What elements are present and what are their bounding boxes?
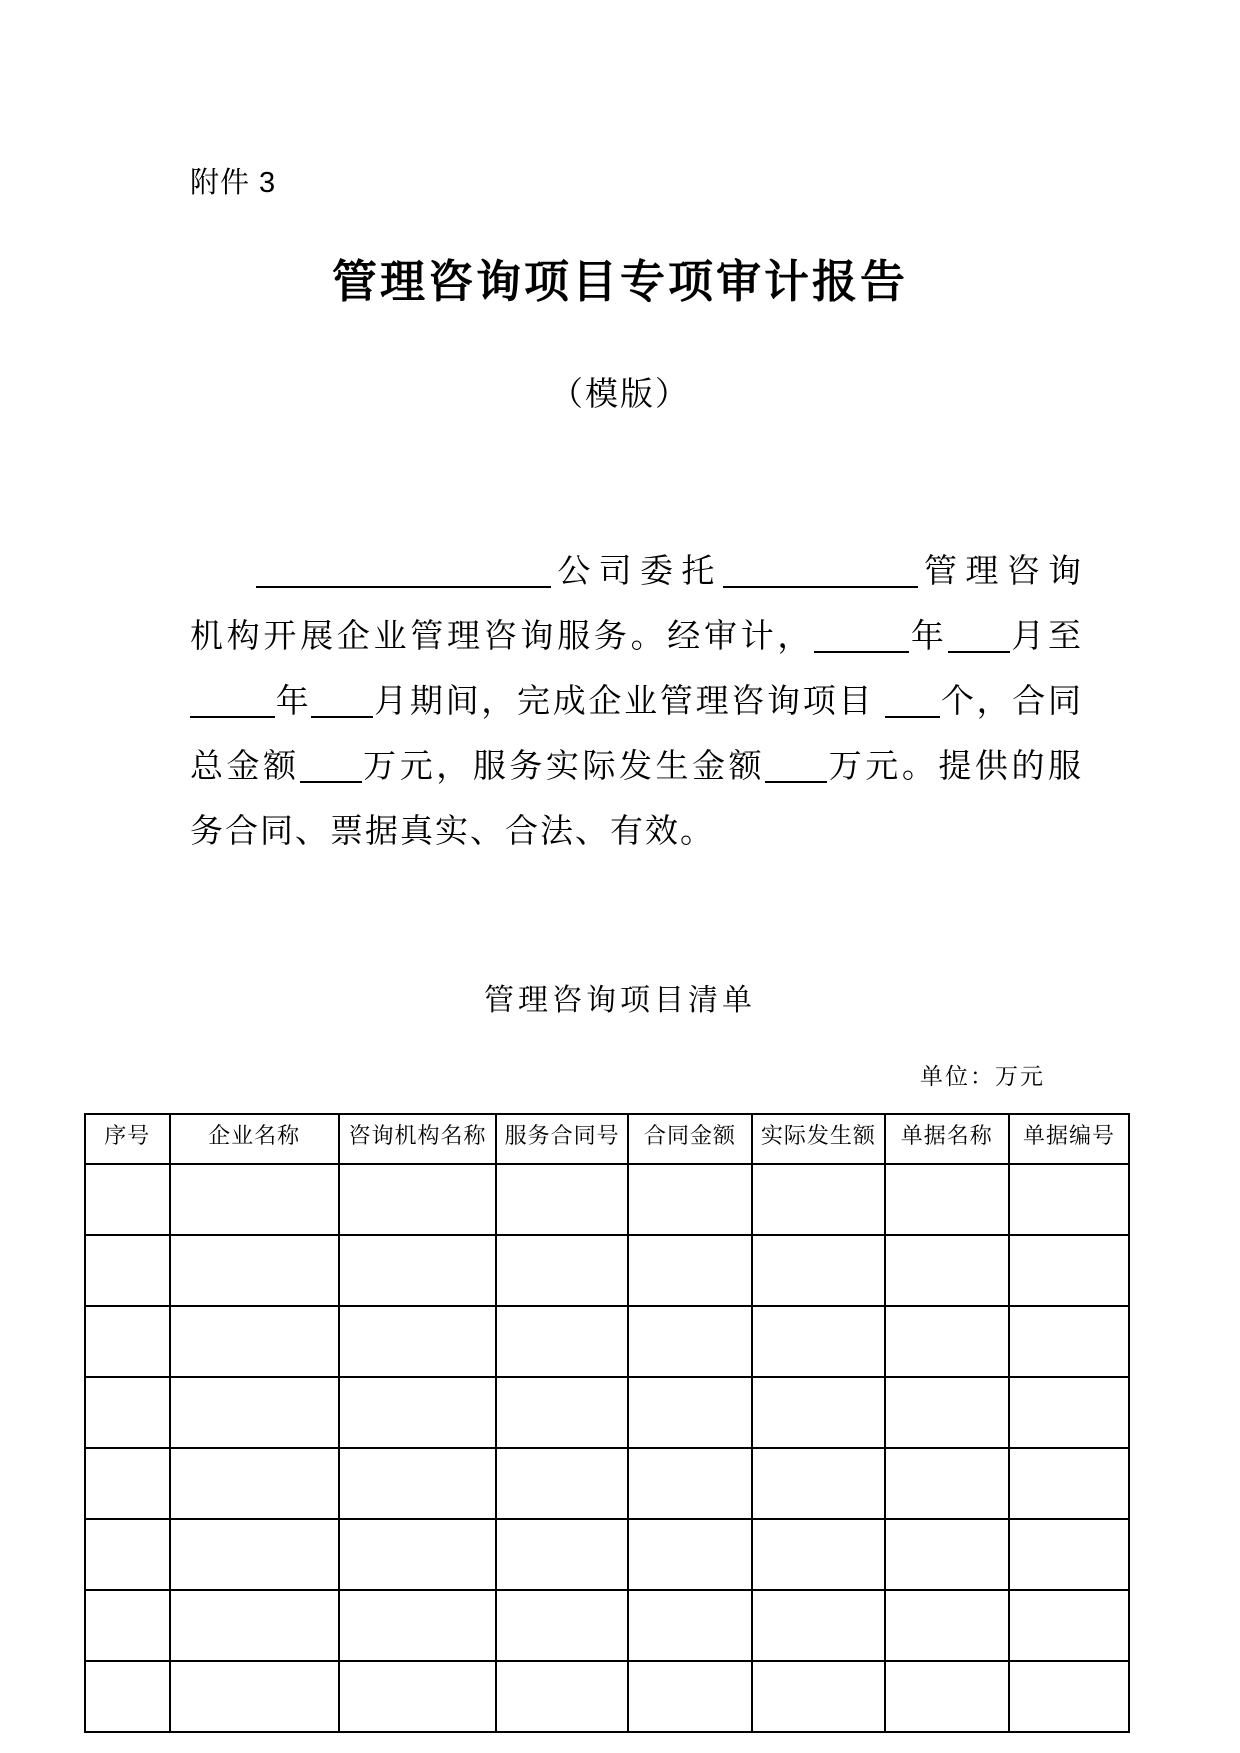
table-cell [752,1306,885,1377]
paragraph-text: 年 [909,619,948,655]
table-row [85,1519,1129,1590]
table-cell [339,1519,497,1590]
table-cell [85,1235,170,1306]
table-cell [170,1235,339,1306]
table-row [85,1661,1129,1732]
table-header-cell: 合同金额 [628,1114,752,1164]
template-subtitle: （模版） [550,377,690,413]
table-cell [85,1448,170,1519]
table-cell [170,1164,339,1235]
table-cell [85,1377,170,1448]
table-cell [885,1235,1009,1306]
table-cell [1009,1164,1129,1235]
table-cell [1009,1306,1129,1377]
blank-underline [765,773,827,783]
paragraph-line [190,735,1083,800]
table-cell [628,1164,752,1235]
table-cell [885,1164,1009,1235]
table-cell [752,1164,885,1235]
table-cell [885,1519,1009,1590]
report-title: 管理咨询项目专项审计报告 [331,256,908,307]
table-row [85,1306,1129,1377]
table-cell [170,1377,339,1448]
table-cell [170,1519,339,1590]
project-list-heading: 管理咨询项目清单 [484,984,756,1017]
table-cell [339,1661,497,1732]
table-cell [628,1661,752,1732]
table-cell [1009,1661,1129,1732]
table-row [85,1590,1129,1661]
table-body [85,1164,1129,1732]
table-cell [885,1661,1009,1732]
table-cell [339,1590,497,1661]
paragraph-line [190,540,1083,605]
table-cell [339,1164,497,1235]
table-cell [496,1590,628,1661]
table-cell [85,1306,170,1377]
paragraph-text: 个，合同 [940,684,1084,720]
table-cell [496,1377,628,1448]
table-header-row [85,1114,1129,1164]
table-cell [1009,1590,1129,1661]
table-cell [885,1448,1009,1519]
table-cell [496,1448,628,1519]
table-cell [1009,1235,1129,1306]
table-cell [1009,1377,1129,1448]
report-paragraph [190,540,1083,865]
blank-underline [814,643,909,653]
table-header-cell: 序号 [85,1114,170,1164]
table-cell [170,1661,339,1732]
table-cell [339,1448,497,1519]
blank-underline [256,578,551,588]
table-cell [628,1306,752,1377]
table-cell [628,1448,752,1519]
blank-underline [311,708,373,718]
table-cell [496,1164,628,1235]
table-cell [339,1235,497,1306]
table-cell [496,1519,628,1590]
table-cell [496,1661,628,1732]
table-cell [752,1448,885,1519]
table-cell [628,1519,752,1590]
table-header-cell: 单据编号 [1009,1114,1129,1164]
paragraph-line [190,670,1083,735]
unit-label: 单位：万元 [920,1064,1045,1089]
table-cell [339,1377,497,1448]
table-cell [752,1661,885,1732]
paragraph-text: 务合同、票据真实、合法、有效。 [190,814,715,850]
paragraph-text: 机构开展企业管理咨询服务。经审计， [190,619,815,655]
table-cell [752,1519,885,1590]
blank-underline [948,643,1010,653]
table-row [85,1448,1129,1519]
paragraph-line [190,800,1083,865]
paragraph-line [190,605,1083,670]
table-header-cell: 实际发生额 [752,1114,885,1164]
table-cell [628,1377,752,1448]
table-cell [170,1590,339,1661]
table-cell [170,1306,339,1377]
table-header-cell: 单据名称 [885,1114,1009,1164]
table-row [85,1164,1129,1235]
blank-underline [190,708,275,718]
table-cell [885,1377,1009,1448]
table-cell [496,1306,628,1377]
table-cell [752,1377,885,1448]
table-cell [85,1164,170,1235]
blank-underline [300,773,362,783]
table-cell [339,1306,497,1377]
blank-underline [885,708,940,718]
table-cell [496,1235,628,1306]
paragraph-text: 万元。提供的服 [827,749,1084,785]
table-cell [85,1519,170,1590]
paragraph-text: 万元，服务实际发生金额 [361,749,766,785]
table-cell [752,1590,885,1661]
table-cell [170,1448,339,1519]
paragraph-text: 管理咨询 [917,554,1084,590]
paragraph-text: 年 [275,684,312,720]
table-cell [85,1661,170,1732]
paragraph-text: 月期间，完成企业管理咨询项目 [373,684,886,720]
table-header-cell: 咨询机构名称 [339,1114,497,1164]
table-cell [85,1590,170,1661]
paragraph-text: 公司委托 [551,554,723,590]
table-cell [885,1590,1009,1661]
blank-underline [723,578,918,588]
table-row [85,1235,1129,1306]
table-row [85,1377,1129,1448]
attachment-label: 附件 3 [190,167,277,199]
table-cell [885,1306,1009,1377]
table-cell [1009,1519,1129,1590]
paragraph-text: 月至 [1009,619,1084,655]
table-cell [628,1235,752,1306]
table-cell [628,1590,752,1661]
table-cell [752,1235,885,1306]
projects-table [84,1113,1130,1733]
table-header-cell: 服务合同号 [496,1114,628,1164]
table-header-cell: 企业名称 [170,1114,339,1164]
paragraph-text: 总金额 [190,749,300,785]
table-cell [1009,1448,1129,1519]
